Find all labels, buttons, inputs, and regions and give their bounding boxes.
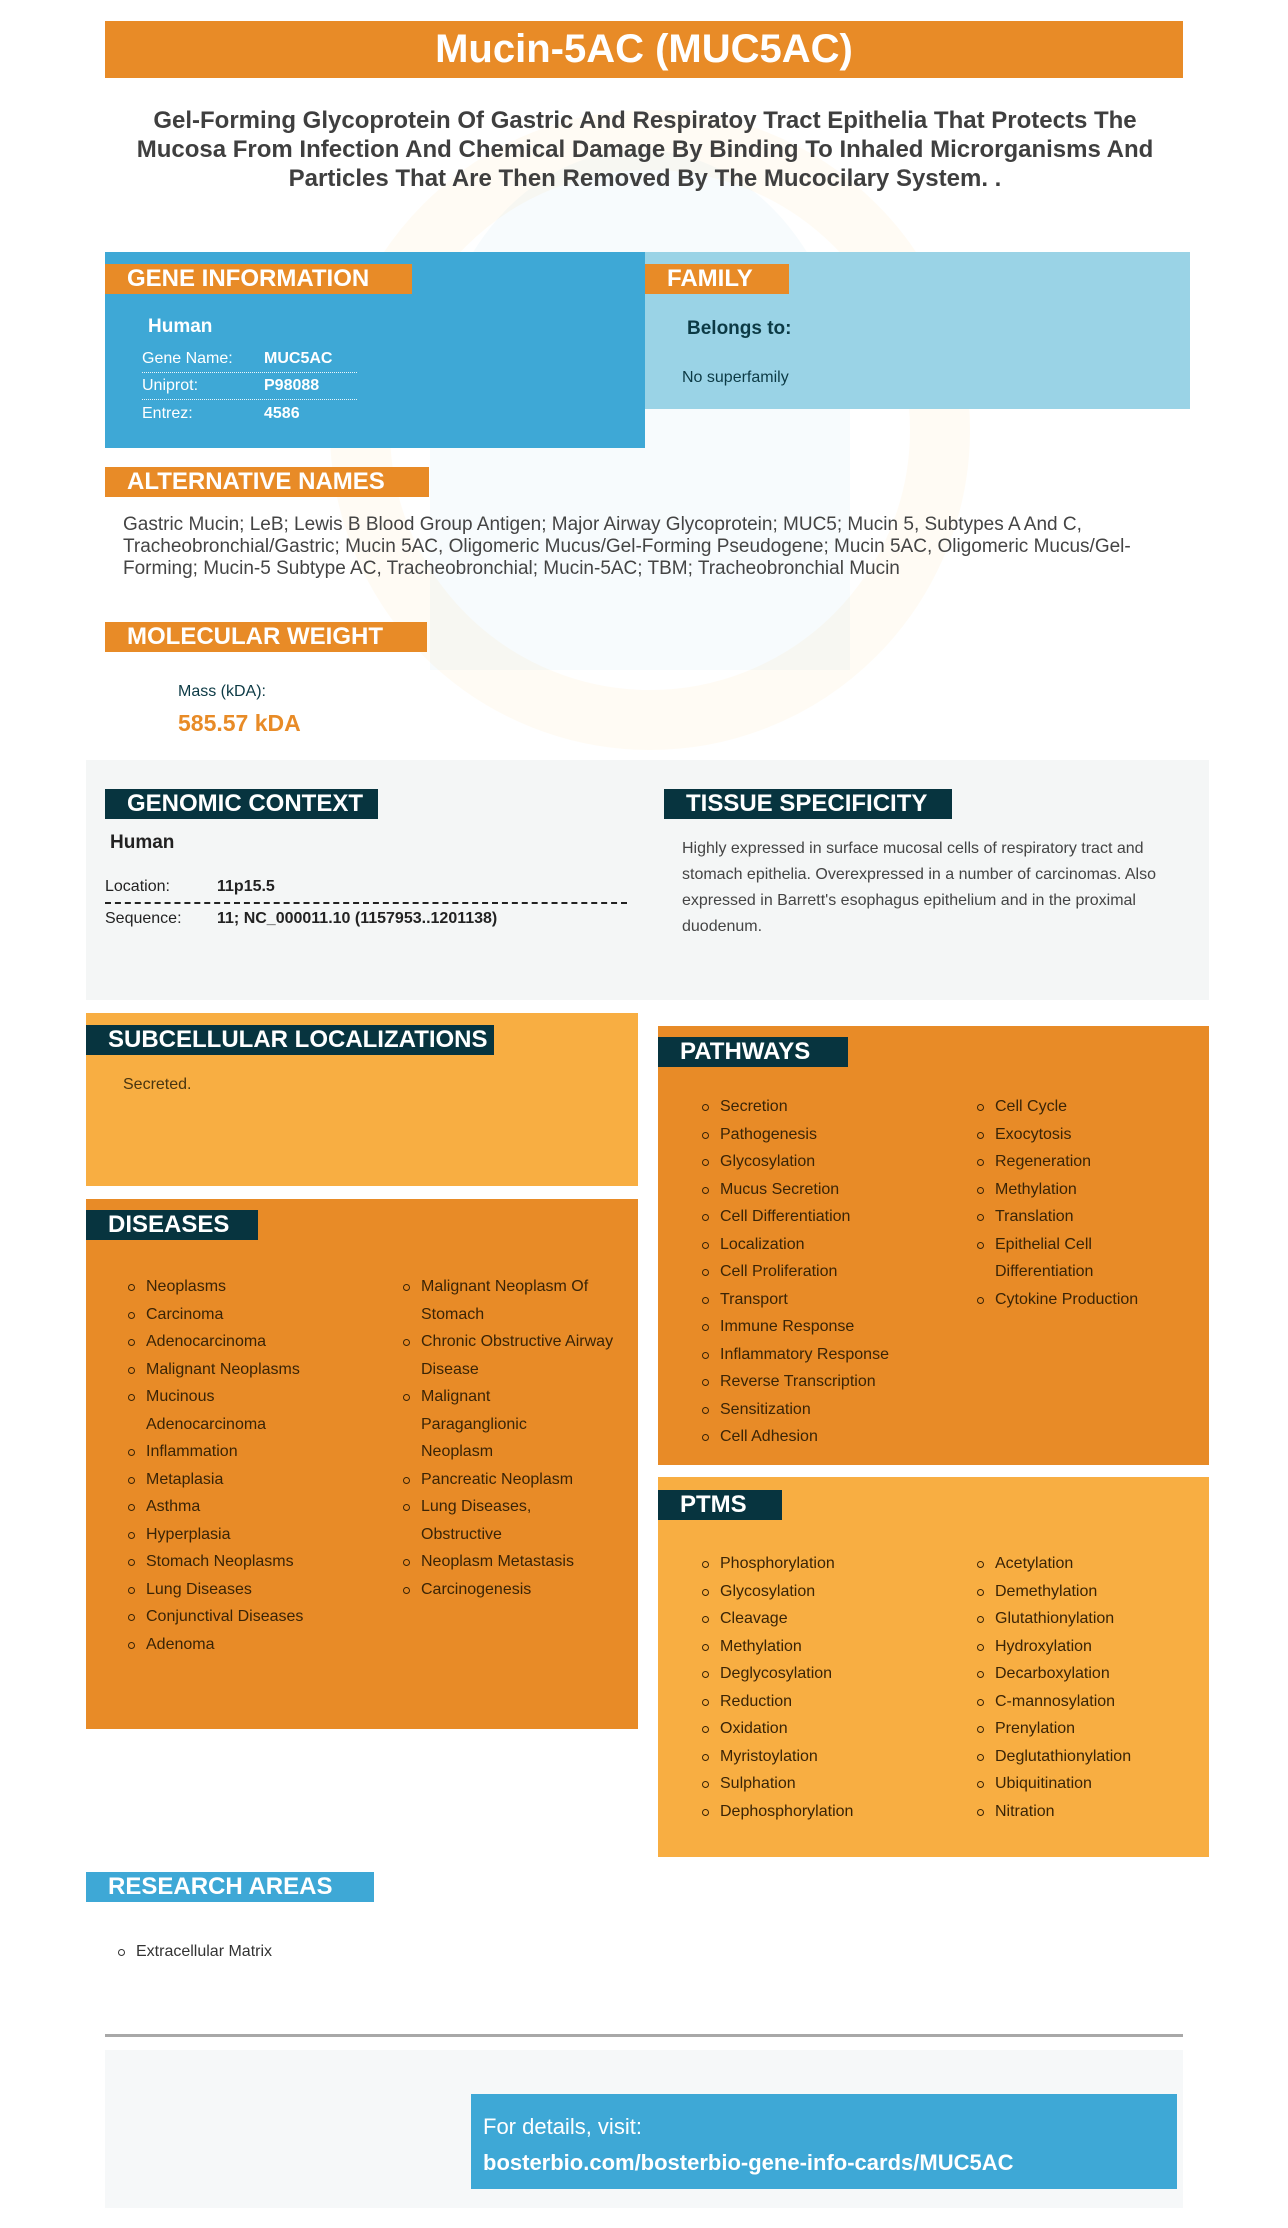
list-item: Deglycosylation — [702, 1660, 972, 1688]
molecular-weight-header: MOLECULAR WEIGHT — [105, 622, 427, 652]
ptms-header: PTMS — [658, 1490, 782, 1520]
list-item: Immune Response — [702, 1313, 972, 1341]
list-item: Decarboxylation — [977, 1660, 1197, 1688]
page-subtitle: Gel-Forming Glycoprotein Of Gastric And Respiratoy Tract Epithelia That Protects The Mucosa From Infection And Chemical Damage By Binding To Inhaled Microrganisms And Particles That Are Then Removed By The Mucocilary System. . — [136, 107, 1154, 192]
list-item: Oxidation — [702, 1715, 972, 1743]
list-item: Glutathionylation — [977, 1605, 1197, 1633]
list-item: Malignant Neoplasm Of Stomach — [403, 1273, 618, 1328]
list-item: Cell Adhesion — [702, 1423, 972, 1451]
gene-species: Human — [148, 316, 213, 337]
gene-information-panel — [105, 252, 645, 448]
details-link-box[interactable] — [471, 2094, 1177, 2189]
list-item: Nitration — [977, 1798, 1197, 1826]
family-header: FAMILY — [645, 264, 789, 294]
genomic-context-header: GENOMIC CONTEXT — [105, 789, 378, 819]
uniprot-label: Uniprot: — [142, 377, 199, 394]
list-item: Asthma — [128, 1493, 398, 1521]
list-item: Inflammation — [128, 1438, 398, 1466]
list-item: Methylation — [702, 1633, 972, 1661]
tissue-specificity-header: TISSUE SPECIFICITY — [664, 789, 952, 819]
list-item: Stomach Neoplasms — [128, 1548, 398, 1576]
genomic-species: Human — [110, 832, 175, 853]
list-item: Reverse Transcription — [702, 1368, 972, 1396]
diseases-header: DISEASES — [86, 1210, 258, 1240]
list-item: Cell Differentiation — [702, 1203, 972, 1231]
alternative-names-text: Gastric Mucin; LeB; Lewis B Blood Group Antigen; Major Airway Glycoprotein; MUC5; Mucin 5, Subtypes A And C, Tracheobronchial/Gastric; Mucin 5AC, Oligomeric Mucus/Gel-Forming Pseudogene; Mucin 5AC, Oligomeric Mucus/Gel-Forming; Mucin-5 Subtype AC, Tracheobronchial; Mucin-5AC; TBM; Tracheobronchial Mucin — [123, 514, 1131, 579]
research-area-item: Extracellular Matrix — [118, 1943, 272, 1961]
genomic-location-row — [105, 878, 627, 904]
pathways-list-col1 — [702, 1093, 972, 1451]
ptms-list-col1 — [702, 1550, 972, 1825]
list-item: Metaplasia — [128, 1466, 398, 1494]
details-label: For details, visit: — [483, 2114, 642, 2139]
list-item: Lung Diseases, Obstructive — [403, 1493, 573, 1548]
page-title: Mucin-5AC (MUC5AC) — [105, 21, 1183, 78]
research-areas-header: RESEARCH AREAS — [86, 1872, 374, 1902]
ptms-panel — [658, 1477, 1209, 1857]
list-item: Cytokine Production — [977, 1286, 1197, 1314]
genomic-tissue-section — [86, 760, 1209, 1000]
list-item: C-mannosylation — [977, 1688, 1197, 1716]
list-item: Secretion — [702, 1093, 972, 1121]
list-item: Ubiquitination — [977, 1770, 1197, 1798]
list-item: Regeneration — [977, 1148, 1197, 1176]
gene-name-label: Gene Name: — [142, 350, 233, 367]
list-item: Myristoylation — [702, 1743, 972, 1771]
list-item: Malignant Paraganglionic Neoplasm — [403, 1383, 548, 1466]
entrez-label: Entrez: — [142, 404, 193, 422]
list-item: Exocytosis — [977, 1121, 1197, 1149]
list-item: Hyperplasia — [128, 1521, 398, 1549]
pathways-header: PATHWAYS — [658, 1037, 848, 1067]
list-item: Glycosylation — [702, 1578, 972, 1606]
location-label: Location: — [105, 878, 170, 895]
pathways-panel — [658, 1026, 1209, 1465]
tissue-specificity-text: Highly expressed in surface mucosal cells of respiratory tract and stomach epithelia. Overexpressed in a number of carcinomas. Also expressed in Barrett's esophagus epithelium and in the proximal duodenum. — [682, 840, 1157, 935]
list-item: Lung Diseases — [128, 1576, 398, 1604]
list-item: Neoplasm Metastasis — [403, 1548, 618, 1576]
list-item: Dephosphorylation — [702, 1798, 972, 1826]
list-item: Phosphorylation — [702, 1550, 972, 1578]
list-item: Conjunctival Diseases — [128, 1603, 398, 1631]
list-item: Mucinous Adenocarcinoma — [128, 1383, 298, 1438]
diseases-panel — [86, 1199, 638, 1729]
list-item: Reduction — [702, 1688, 972, 1716]
location-value: 11p15.5 — [217, 878, 275, 895]
list-item: Hydroxylation — [977, 1633, 1197, 1661]
mass-label: Mass (kDA): — [178, 683, 266, 700]
list-item: Neoplasms — [128, 1273, 398, 1301]
list-item: Sulphation — [702, 1770, 972, 1798]
genomic-sequence-row — [105, 910, 627, 928]
ptms-list-col2 — [977, 1550, 1197, 1825]
gene-info-row — [142, 346, 357, 373]
footer-divider — [105, 2034, 1183, 2037]
gene-name-value: MUC5AC — [264, 350, 333, 367]
list-item: Malignant Neoplasms — [128, 1356, 398, 1384]
subcellular-localizations-panel — [86, 1013, 638, 1186]
sequence-label: Sequence: — [105, 910, 182, 927]
list-item: Demethylation — [977, 1578, 1197, 1606]
gene-info-row — [142, 373, 357, 400]
list-item: Transport — [702, 1286, 972, 1314]
list-item: Sensitization — [702, 1396, 972, 1424]
list-item: Pancreatic Neoplasm — [403, 1466, 618, 1494]
pathways-list-col2 — [977, 1093, 1197, 1313]
details-url-link[interactable]: bosterbio.com/bosterbio-gene-info-cards/MUC5AC — [483, 2150, 1014, 2175]
list-item: Carcinogenesis — [403, 1576, 618, 1604]
sequence-value: 11; NC_000011.10 (1157953..1201138) — [217, 910, 498, 927]
gene-info-table — [142, 346, 357, 427]
alternative-names-header: ALTERNATIVE NAMES — [105, 467, 429, 497]
subcellular-localizations-header: SUBCELLULAR LOCALIZATIONS — [86, 1025, 494, 1055]
family-belongs-label: Belongs to: — [687, 318, 792, 339]
family-panel — [645, 252, 1190, 409]
list-item: Cell Proliferation — [702, 1258, 972, 1286]
list-item: Translation — [977, 1203, 1197, 1231]
subcellular-localizations-text: Secreted. — [123, 1076, 192, 1093]
list-item: Epithelial Cell Differentiation — [977, 1231, 1117, 1286]
list-item: Inflammatory Response — [702, 1341, 972, 1369]
list-item: Chronic Obstructive Airway Disease — [403, 1328, 618, 1383]
list-item: Acetylation — [977, 1550, 1197, 1578]
list-item: Glycosylation — [702, 1148, 972, 1176]
list-item: Carcinoma — [128, 1301, 398, 1329]
list-item: Deglutathionylation — [977, 1743, 1197, 1771]
list-item: Cell Cycle — [977, 1093, 1197, 1121]
list-item: Prenylation — [977, 1715, 1197, 1743]
list-item: Pathogenesis — [702, 1121, 972, 1149]
list-item: Adenocarcinoma — [128, 1328, 398, 1356]
list-item: Adenoma — [128, 1631, 398, 1659]
gene-information-header: GENE INFORMATION — [105, 264, 412, 294]
entrez-value: 4586 — [264, 404, 300, 422]
mass-value: 585.57 kDA — [178, 710, 301, 736]
uniprot-value: P98088 — [264, 377, 320, 394]
list-item: Localization — [702, 1231, 972, 1259]
list-item: Mucus Secretion — [702, 1176, 972, 1204]
gene-info-row — [142, 400, 357, 427]
list-item: Methylation — [977, 1176, 1197, 1204]
diseases-list-col2 — [403, 1273, 618, 1603]
family-value: No superfamily — [682, 369, 789, 386]
diseases-list-col1 — [128, 1273, 398, 1658]
list-item: Cleavage — [702, 1605, 972, 1633]
